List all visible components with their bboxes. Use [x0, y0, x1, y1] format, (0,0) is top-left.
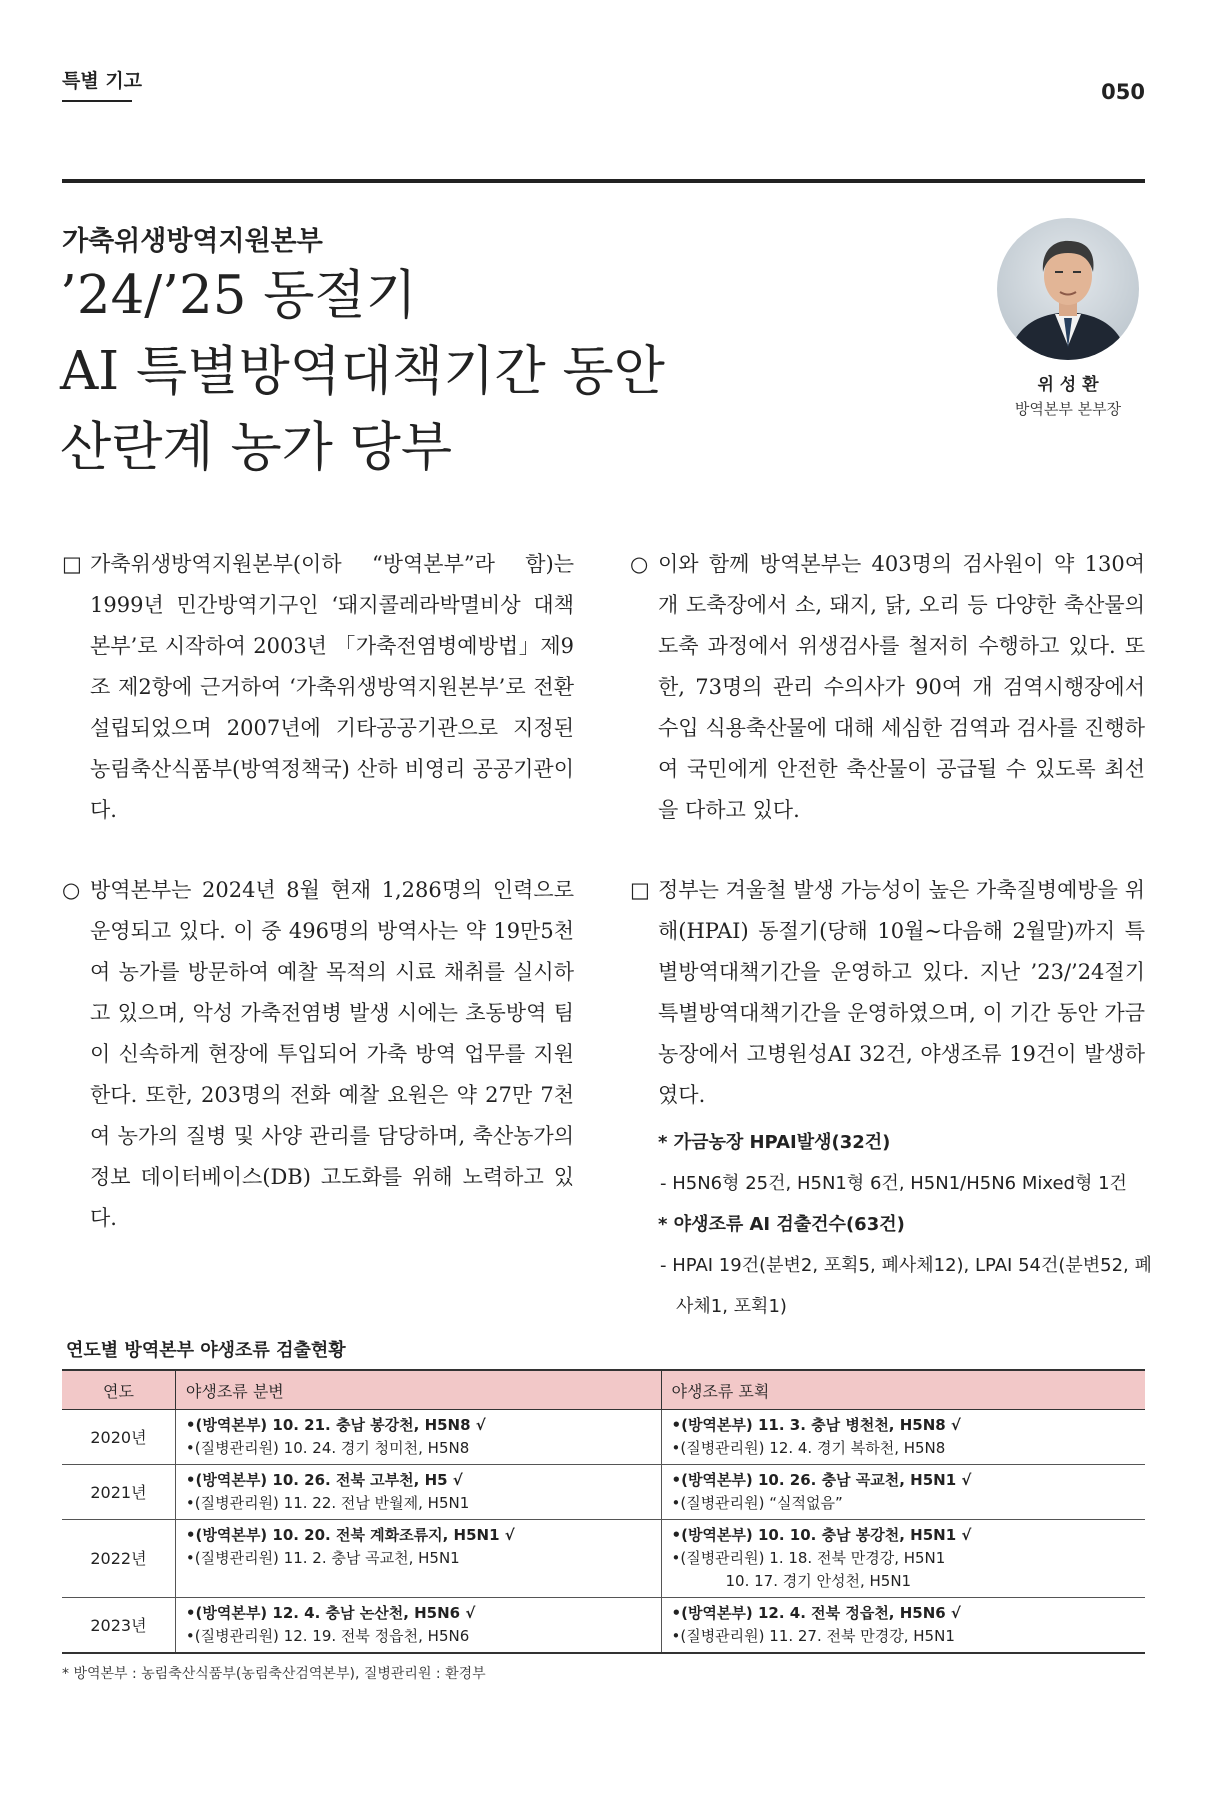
entry-disease-institute: •(질병관리원) 12. 4. 경기 복하천, H5N8: [671, 1439, 946, 1457]
author-portrait: [997, 218, 1139, 360]
entry-disease-institute: •(질병관리원) 12. 19. 전북 정읍천, H5N6: [185, 1627, 470, 1645]
headline-line: ’24/’25 동절기: [60, 265, 417, 326]
entry-disease-institute: •(질병관리원) “실적없음”: [671, 1494, 843, 1512]
cell-capture: [661, 1520, 1145, 1598]
page-number: 050: [1101, 80, 1145, 104]
entry-disease-institute: •(질병관리원) 11. 2. 충남 곡교천, H5N1: [185, 1549, 460, 1567]
cell-year: 2023년: [62, 1598, 175, 1654]
headline-line: 산란계 농가 당부: [60, 417, 453, 478]
table-title: 연도별 방역본부 야생조류 검출현황: [66, 1340, 346, 1361]
article-kicker: 가축위생방역지원본부: [62, 226, 323, 257]
paragraph-staff: [62, 870, 574, 1239]
entry-headquarters: •(방역본부) 10. 20. 전북 계화조류지, H5N1 √: [185, 1526, 515, 1544]
sub-item-farm-hpai: - H5N6형 25건, H5N1형 6건, H5N1/H5N6 Mixed형 1건: [660, 1173, 1127, 1194]
table-row: [62, 1598, 1145, 1654]
column-header-year: 연도: [62, 1370, 175, 1410]
author-name: 위 성 환: [1037, 375, 1099, 395]
cell-capture: [661, 1410, 1145, 1465]
table-row: [62, 1520, 1145, 1598]
sub-item-wild-bird-cont: 사체1, 포획1): [676, 1296, 787, 1317]
circle-bullet-icon: ○: [62, 878, 81, 902]
cell-year: 2020년: [62, 1410, 175, 1465]
section-tag: 특별 기고: [62, 70, 143, 92]
entry-disease-institute: •(질병관리원) 11. 27. 전북 만경강, H5N1: [671, 1627, 955, 1645]
square-bullet-icon: □: [62, 552, 82, 576]
cell-feces: [175, 1598, 661, 1654]
sub-heading-farm-hpai: * 가금농장 HPAI발생(32건): [658, 1132, 891, 1153]
entry-headquarters: •(방역본부) 10. 10. 충남 봉강천, H5N1 √: [671, 1526, 972, 1544]
table-header-row: [62, 1370, 1145, 1410]
paragraph-text: 가축위생방역지원본부(이하 “방역본부”라 함)는 1999년 민간방역기구인 ‘돼지콜레라박멸비상 대책본부’로 시작하여 2003년 「가축전염병예방법」제9조 제2항에 근거하여 ‘가축위생방역지원본부’로 전환 설립되었으며 2007년에 기타공공기관으로 지정된 농림축산식품부(방역정책국) 산하 비영리 공공기관이다.: [90, 552, 574, 822]
entry-headquarters: •(방역본부) 12. 4. 충남 논산천, H5N6 √: [185, 1604, 476, 1622]
paragraph-text: 방역본부는 2024년 8월 현재 1,286명의 인력으로 운영되고 있다. 이 중 496명의 방역사는 약 19만5천여 농가를 방문하여 예찰 목적의 시료 채취를 실시하고 있으며, 악성 가축전염병 발생 시에는 초동방역 팀이 신속하게 현장에 투입되어 가축 방역 업무를 지원한다. 또한, 203명의 전화 예찰 요원은 약 27만 7천여 농가의 질병 및 사양 관리를 담당하며, 축산농가의 정보 데이터베이스(DB) 고도화를 위해 노력하고 있다.: [90, 878, 574, 1230]
table-row: [62, 1410, 1145, 1465]
entry-disease-institute: •(질병관리원) 1. 18. 전북 만경강, H5N1: [671, 1549, 946, 1567]
square-bullet-icon: □: [630, 878, 650, 902]
entry-disease-institute: •(질병관리원) 11. 22. 전남 반월제, H5N1: [185, 1494, 470, 1512]
circle-bullet-icon: ○: [630, 552, 649, 576]
paragraph-inspection: [630, 544, 1145, 831]
cell-feces: [175, 1465, 661, 1520]
top-divider: [62, 179, 1145, 183]
entry-headquarters: •(방역본부) 10. 21. 충남 봉강천, H5N8 √: [185, 1416, 486, 1434]
detection-table: [62, 1369, 1145, 1654]
entry-headquarters: •(방역본부) 12. 4. 전북 정읍천, H5N6 √: [671, 1604, 961, 1622]
entry-disease-institute-cont: 10. 17. 경기 안성천, H5N1: [725, 1572, 912, 1590]
paragraph-government: [630, 870, 1145, 1116]
cell-capture: [661, 1598, 1145, 1654]
cell-feces: [175, 1520, 661, 1598]
paragraph-intro: [62, 544, 574, 831]
article-headline: [60, 258, 820, 486]
cell-year: 2021년: [62, 1465, 175, 1520]
paragraph-text: 정부는 겨울철 발생 가능성이 높은 가축질병예방을 위해(HPAI) 동절기(당해 10월~다음해 2월말)까지 특별방역대책기간을 운영하고 있다. 지난 ’23/’24절기 특별방역대책기간을 운영하였으며, 이 기간 동안 가금농장에서 고병원성AI 32건, 야생조류 19건이 발생하였다.: [658, 878, 1145, 1107]
entry-headquarters: •(방역본부) 10. 26. 전북 고부천, H5 √: [185, 1471, 463, 1489]
paragraph-text: 이와 함께 방역본부는 403명의 검사원이 약 130여 개 도축장에서 소, 돼지, 닭, 오리 등 다양한 축산물의 도축 과정에서 위생검사를 철저히 수행하고 있다. 또한, 73명의 관리 수의사가 90여 개 검역시행장에서 수입 식용축산물에 대해 세심한 검역과 검사를 진행하여 국민에게 안전한 축산물이 공급될 수 있도록 최선을 다하고 있다.: [658, 552, 1145, 822]
column-header-feces: 야생조류 분변: [175, 1370, 661, 1410]
table-footnote: * 방역본부 : 농림축산식품부(농림축산검역본부), 질병관리원 : 환경부: [62, 1666, 486, 1682]
section-tag-underline: [62, 100, 132, 102]
entry-headquarters: •(방역본부) 11. 3. 충남 병천천, H5N8 √: [671, 1416, 961, 1434]
cell-capture: [661, 1465, 1145, 1520]
entry-headquarters: •(방역본부) 10. 26. 충남 곡교천, H5N1 √: [671, 1471, 972, 1489]
table-row: [62, 1465, 1145, 1520]
sub-item-wild-bird: - HPAI 19건(분변2, 포획5, 폐사체12), LPAI 54건(분변52, 폐: [660, 1255, 1152, 1276]
column-header-capture: 야생조류 포획: [661, 1370, 1145, 1410]
entry-disease-institute: •(질병관리원) 10. 24. 경기 청미천, H5N8: [185, 1439, 470, 1457]
author-portrait-illustration: [997, 218, 1139, 360]
cell-feces: [175, 1410, 661, 1465]
author-title: 방역본부 본부장: [1014, 400, 1122, 418]
cell-year: 2022년: [62, 1520, 175, 1598]
sub-heading-wild-bird: * 야생조류 AI 검출건수(63건): [658, 1214, 905, 1235]
headline-line: AI 특별방역대책기간 동안: [60, 341, 665, 402]
